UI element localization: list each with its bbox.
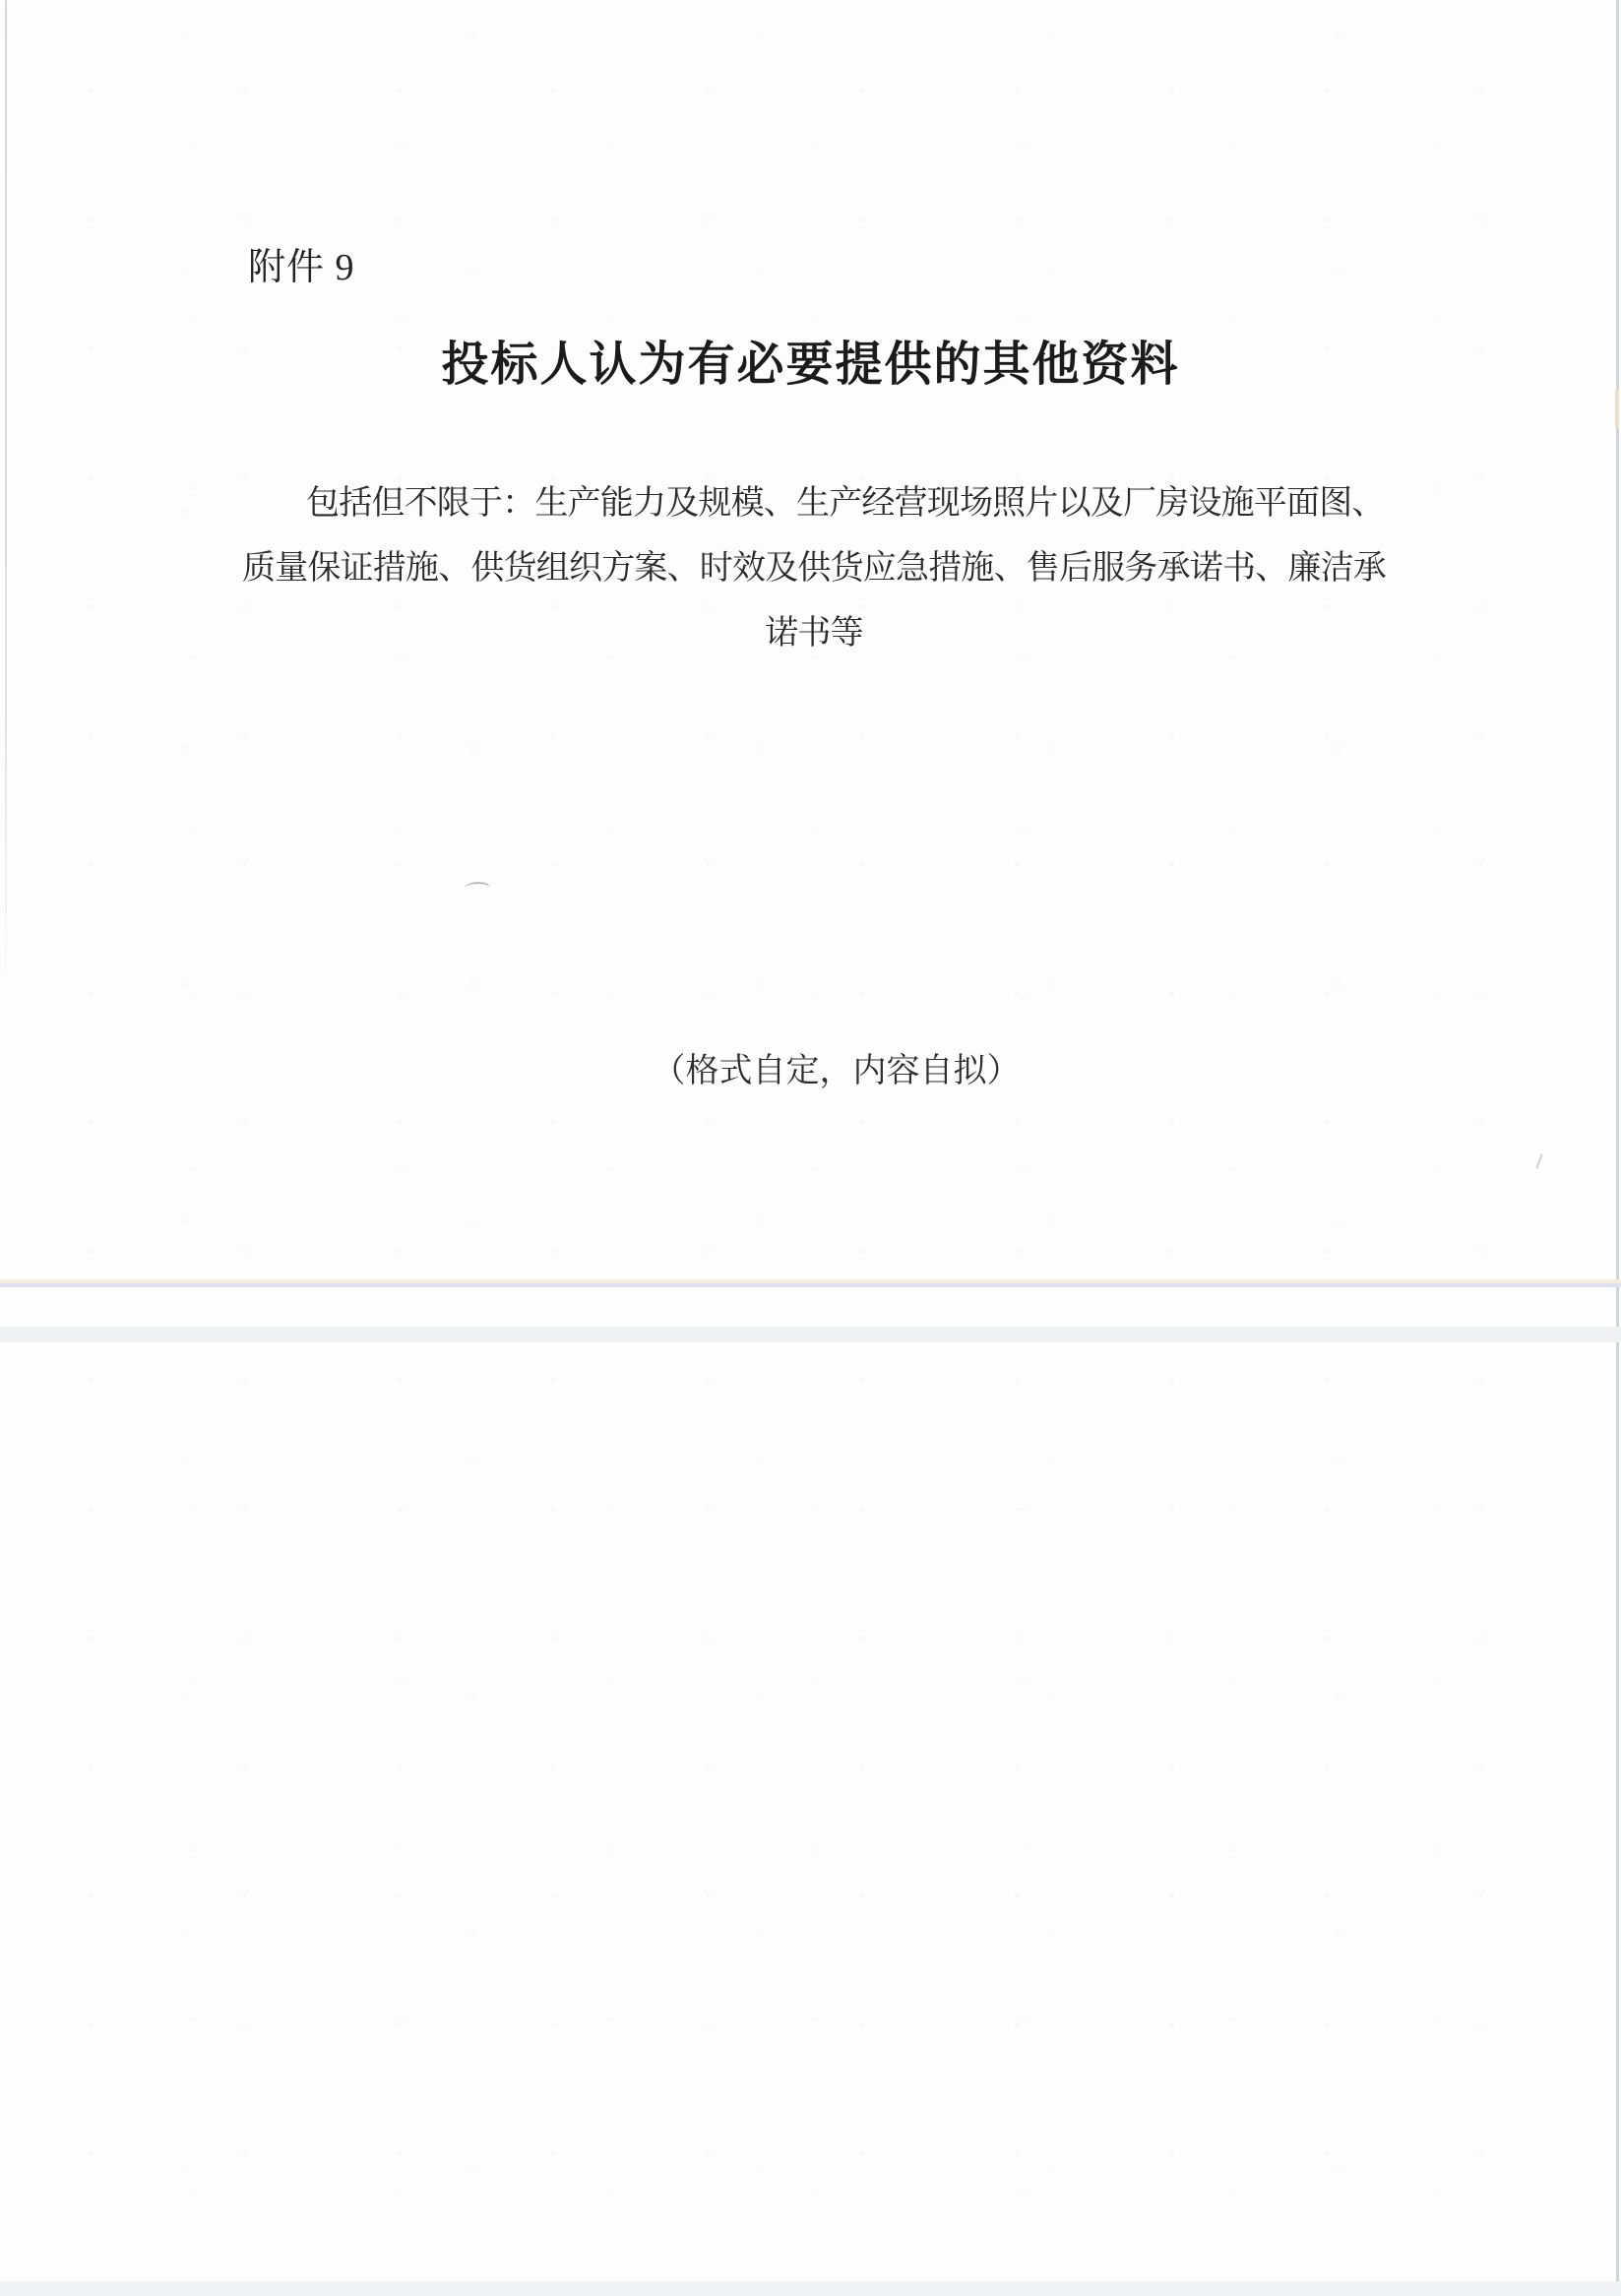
format-note: （格式自定，内容自拟）: [652, 1053, 1021, 1089]
body-line-1: 包括但不限于：生产能力及规模、生产经营现场照片以及厂房设施平面图、: [306, 485, 1385, 522]
stray-pen-mark: [465, 881, 490, 890]
body-line-3: 诺书等: [765, 615, 863, 652]
page-right-edge-tint: [1615, 389, 1619, 428]
document-title: 投标人认为有必要提供的其他资料: [441, 339, 1180, 391]
stray-speck-mark: [1535, 1153, 1542, 1169]
page-left-edge-line: [5, 0, 7, 994]
page-bottom-band: [0, 2281, 1621, 2296]
scan-seam-lavender-line: [0, 1283, 1621, 1287]
scan-seam-gray-band: [0, 1327, 1621, 1342]
body-paragraph: [242, 471, 1386, 666]
attachment-number-label: 附件 9: [248, 247, 355, 288]
body-line-2: 质量保证措施、供货组织方案、时效及供货应急措施、售后服务承诺书、廉洁承: [242, 550, 1386, 587]
